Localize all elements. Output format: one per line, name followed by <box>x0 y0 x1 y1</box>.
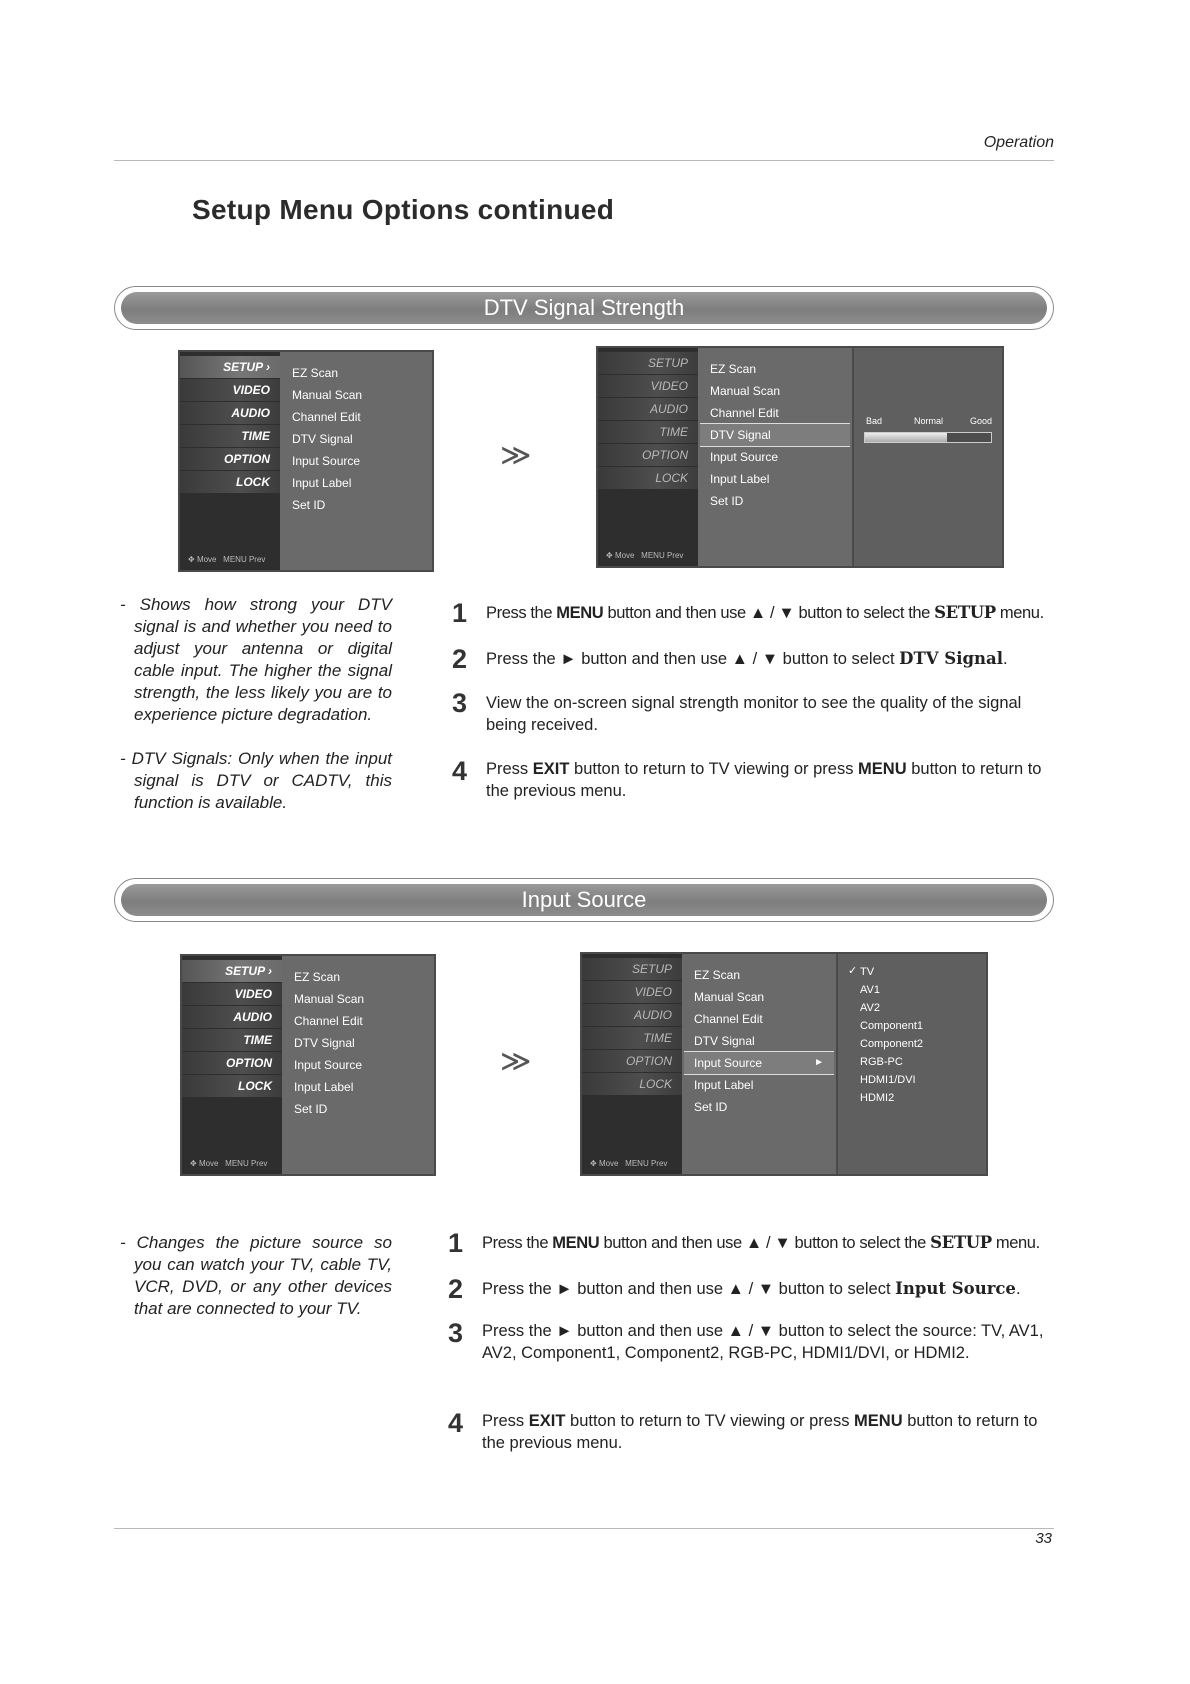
menu-tab-column <box>180 352 280 570</box>
menu-screenshot-dtv-signal <box>596 346 1004 568</box>
option-dtv-signal: DTV Signal <box>294 1036 355 1050</box>
dtv-notes <box>120 594 392 814</box>
footer-divider <box>114 1528 1054 1529</box>
tab-lock: LOCK <box>182 1075 282 1097</box>
source-hdmi1-dvi: HDMI1/DVI <box>860 1074 916 1086</box>
option-channel-edit: Channel Edit <box>694 1012 763 1026</box>
source-tv: TV <box>860 966 875 978</box>
page-title: Setup Menu Options continued <box>192 194 615 225</box>
level-good: Good <box>970 416 993 426</box>
option-input-source: Input Source <box>710 450 779 464</box>
double-chevron-right-icon: ≫ <box>500 1045 532 1078</box>
option-manual-scan: Manual Scan <box>294 992 365 1006</box>
source-av2: AV2 <box>860 1002 880 1014</box>
tab-time: TIME <box>180 425 280 447</box>
step-number: 2 <box>448 1274 464 1304</box>
step-number: 4 <box>452 756 468 786</box>
option-input-source: Input Source <box>294 1058 363 1072</box>
step-number: 2 <box>452 644 468 674</box>
tab-video: VIDEO <box>180 379 280 401</box>
input-note-1: - Changes the picture source so you can watch your TV, cable TV, VCR, DVD, or any other devices that are connected to your TV. <box>120 1233 392 1318</box>
step-text: Press the ► button and then use ▲ / ▼ button to select Input Source. <box>482 1279 1021 1298</box>
option-channel-edit: Channel Edit <box>294 1014 363 1028</box>
tab-setup: SETUP <box>598 352 698 374</box>
option-input-label: Input Label <box>710 472 770 486</box>
tab-audio: AUDIO <box>598 398 698 420</box>
option-set-id: Set ID <box>694 1100 728 1114</box>
option-dtv-signal: DTV Signal <box>292 432 353 446</box>
menu-options <box>284 956 434 1174</box>
menu-options <box>282 352 432 570</box>
dtv-section-banner <box>114 286 1054 330</box>
source-av1: AV1 <box>860 984 880 996</box>
option-dtv-signal: DTV Signal <box>694 1034 755 1048</box>
tab-audio: AUDIO <box>182 1006 282 1028</box>
tab-lock: LOCK <box>180 471 280 493</box>
page-number: 33 <box>1035 1530 1052 1547</box>
tab-option: OPTION <box>582 1050 682 1072</box>
tab-lock: LOCK <box>582 1073 682 1095</box>
option-channel-edit: Channel Edit <box>292 410 361 424</box>
option-input-source: Input Source <box>292 454 361 468</box>
step-text: Press EXIT button to return to TV viewing or press MENU button to return to the previous menu. <box>482 1412 1038 1452</box>
dtv-section-title: DTV Signal Strength <box>121 292 1047 324</box>
step-number: 4 <box>448 1408 464 1438</box>
option-input-source-selected: Input Source ► <box>684 1051 834 1075</box>
triangle-right-icon: ► <box>814 1057 824 1068</box>
step-text: Press the MENU button and then use ▲ / ▼ button to select the SETUP menu. <box>486 603 1044 622</box>
menu-tab-column <box>598 348 698 566</box>
option-ez-scan: EZ Scan <box>292 366 339 380</box>
tab-video: VIDEO <box>582 981 682 1003</box>
step-text: Press the ► button and then use ▲ / ▼ button to select DTV Signal. <box>486 649 1008 668</box>
tab-option: OPTION <box>180 448 280 470</box>
double-chevron-right-icon: ≫ <box>500 439 532 472</box>
tab-audio: AUDIO <box>180 402 280 424</box>
input-notes <box>120 1232 392 1320</box>
option-set-id: Set ID <box>292 498 326 512</box>
option-input-label: Input Label <box>294 1080 354 1094</box>
tab-setup: SETUP › <box>180 356 280 378</box>
option-set-id: Set ID <box>294 1102 328 1116</box>
menu-screenshot-setup <box>180 954 436 1176</box>
step-text: Press the ► button and then use ▲ / ▼ button to select the source: TV, AV1, AV2, Component1, Component2, RGB-PC, HDMI1/DVI, or HDMI2. <box>482 1322 1044 1362</box>
source-hdmi2: HDMI2 <box>860 1092 895 1104</box>
signal-strength-fill <box>865 433 947 442</box>
step-number: 3 <box>448 1318 464 1348</box>
dtv-note-2: - DTV Signals: Only when the input signal is DTV or CADTV, this function is available. <box>120 749 392 812</box>
option-ez-scan: EZ Scan <box>710 362 757 376</box>
option-set-id: Set ID <box>710 494 744 508</box>
input-section-title: Input Source <box>121 884 1047 916</box>
tab-option: OPTION <box>182 1052 282 1074</box>
menu-options <box>684 954 834 1174</box>
tab-video: VIDEO <box>182 983 282 1005</box>
option-manual-scan: Manual Scan <box>710 384 781 398</box>
dtv-note-1: - Shows how strong your DTV signal is and whether you need to adjust your antenna or digital cable input. The higher the signal strength, the less likely you are to experience picture degradation. <box>120 595 392 724</box>
option-input-label: Input Label <box>694 1078 754 1092</box>
menu-footer: ✥ Move MENU Prev <box>190 1159 268 1168</box>
tab-audio: AUDIO <box>582 1004 682 1026</box>
source-component1: Component1 <box>860 1020 923 1032</box>
step-text: Press the MENU button and then use ▲ / ▼ button to select the SETUP menu. <box>482 1233 1040 1252</box>
option-manual-scan: Manual Scan <box>694 990 765 1004</box>
tab-lock: LOCK <box>598 467 698 489</box>
menu-footer: ✥ Move MENU Prev <box>590 1159 668 1168</box>
level-bad: Bad <box>866 416 883 426</box>
tab-time: TIME <box>182 1029 282 1051</box>
tab-setup: SETUP <box>582 958 682 980</box>
step-text: View the on-screen signal strength monitor to see the quality of the signal being received. <box>486 694 1022 734</box>
tab-time: TIME <box>582 1027 682 1049</box>
menu-footer: ✥ Move MENU Prev <box>606 551 684 560</box>
input-source-list <box>836 954 986 1174</box>
input-section-banner <box>114 878 1054 922</box>
option-input-label: Input Label <box>292 476 352 490</box>
option-channel-edit: Channel Edit <box>710 406 779 420</box>
step-number: 3 <box>452 688 468 718</box>
check-icon: ✓ <box>848 965 858 977</box>
menu-options <box>700 348 850 566</box>
menu-screenshot-setup <box>178 350 434 572</box>
tab-time: TIME <box>598 421 698 443</box>
option-dtv-signal-selected: DTV Signal <box>700 423 850 447</box>
step-number: 1 <box>452 598 468 628</box>
section-label: Operation <box>983 134 1054 151</box>
source-rgb-pc: RGB-PC <box>860 1056 903 1068</box>
menu-tab-column <box>582 954 682 1174</box>
tab-video: VIDEO <box>598 375 698 397</box>
option-ez-scan: EZ Scan <box>294 970 341 984</box>
level-normal: Normal <box>914 416 944 426</box>
option-ez-scan: EZ Scan <box>694 968 741 982</box>
step-number: 1 <box>448 1228 464 1258</box>
option-manual-scan: Manual Scan <box>292 388 363 402</box>
tab-option: OPTION <box>598 444 698 466</box>
signal-strength-panel <box>852 348 1002 566</box>
tab-setup: SETUP › <box>182 960 282 982</box>
menu-tab-column <box>182 956 282 1174</box>
menu-screenshot-input-source <box>580 952 988 1176</box>
header-divider <box>114 160 1054 161</box>
source-component2: Component2 <box>860 1038 923 1050</box>
step-text: Press EXIT button to return to TV viewing or press MENU button to return to the previous menu. <box>486 760 1042 800</box>
signal-strength-bar <box>864 432 992 443</box>
menu-footer: ✥ Move MENU Prev <box>188 555 266 564</box>
